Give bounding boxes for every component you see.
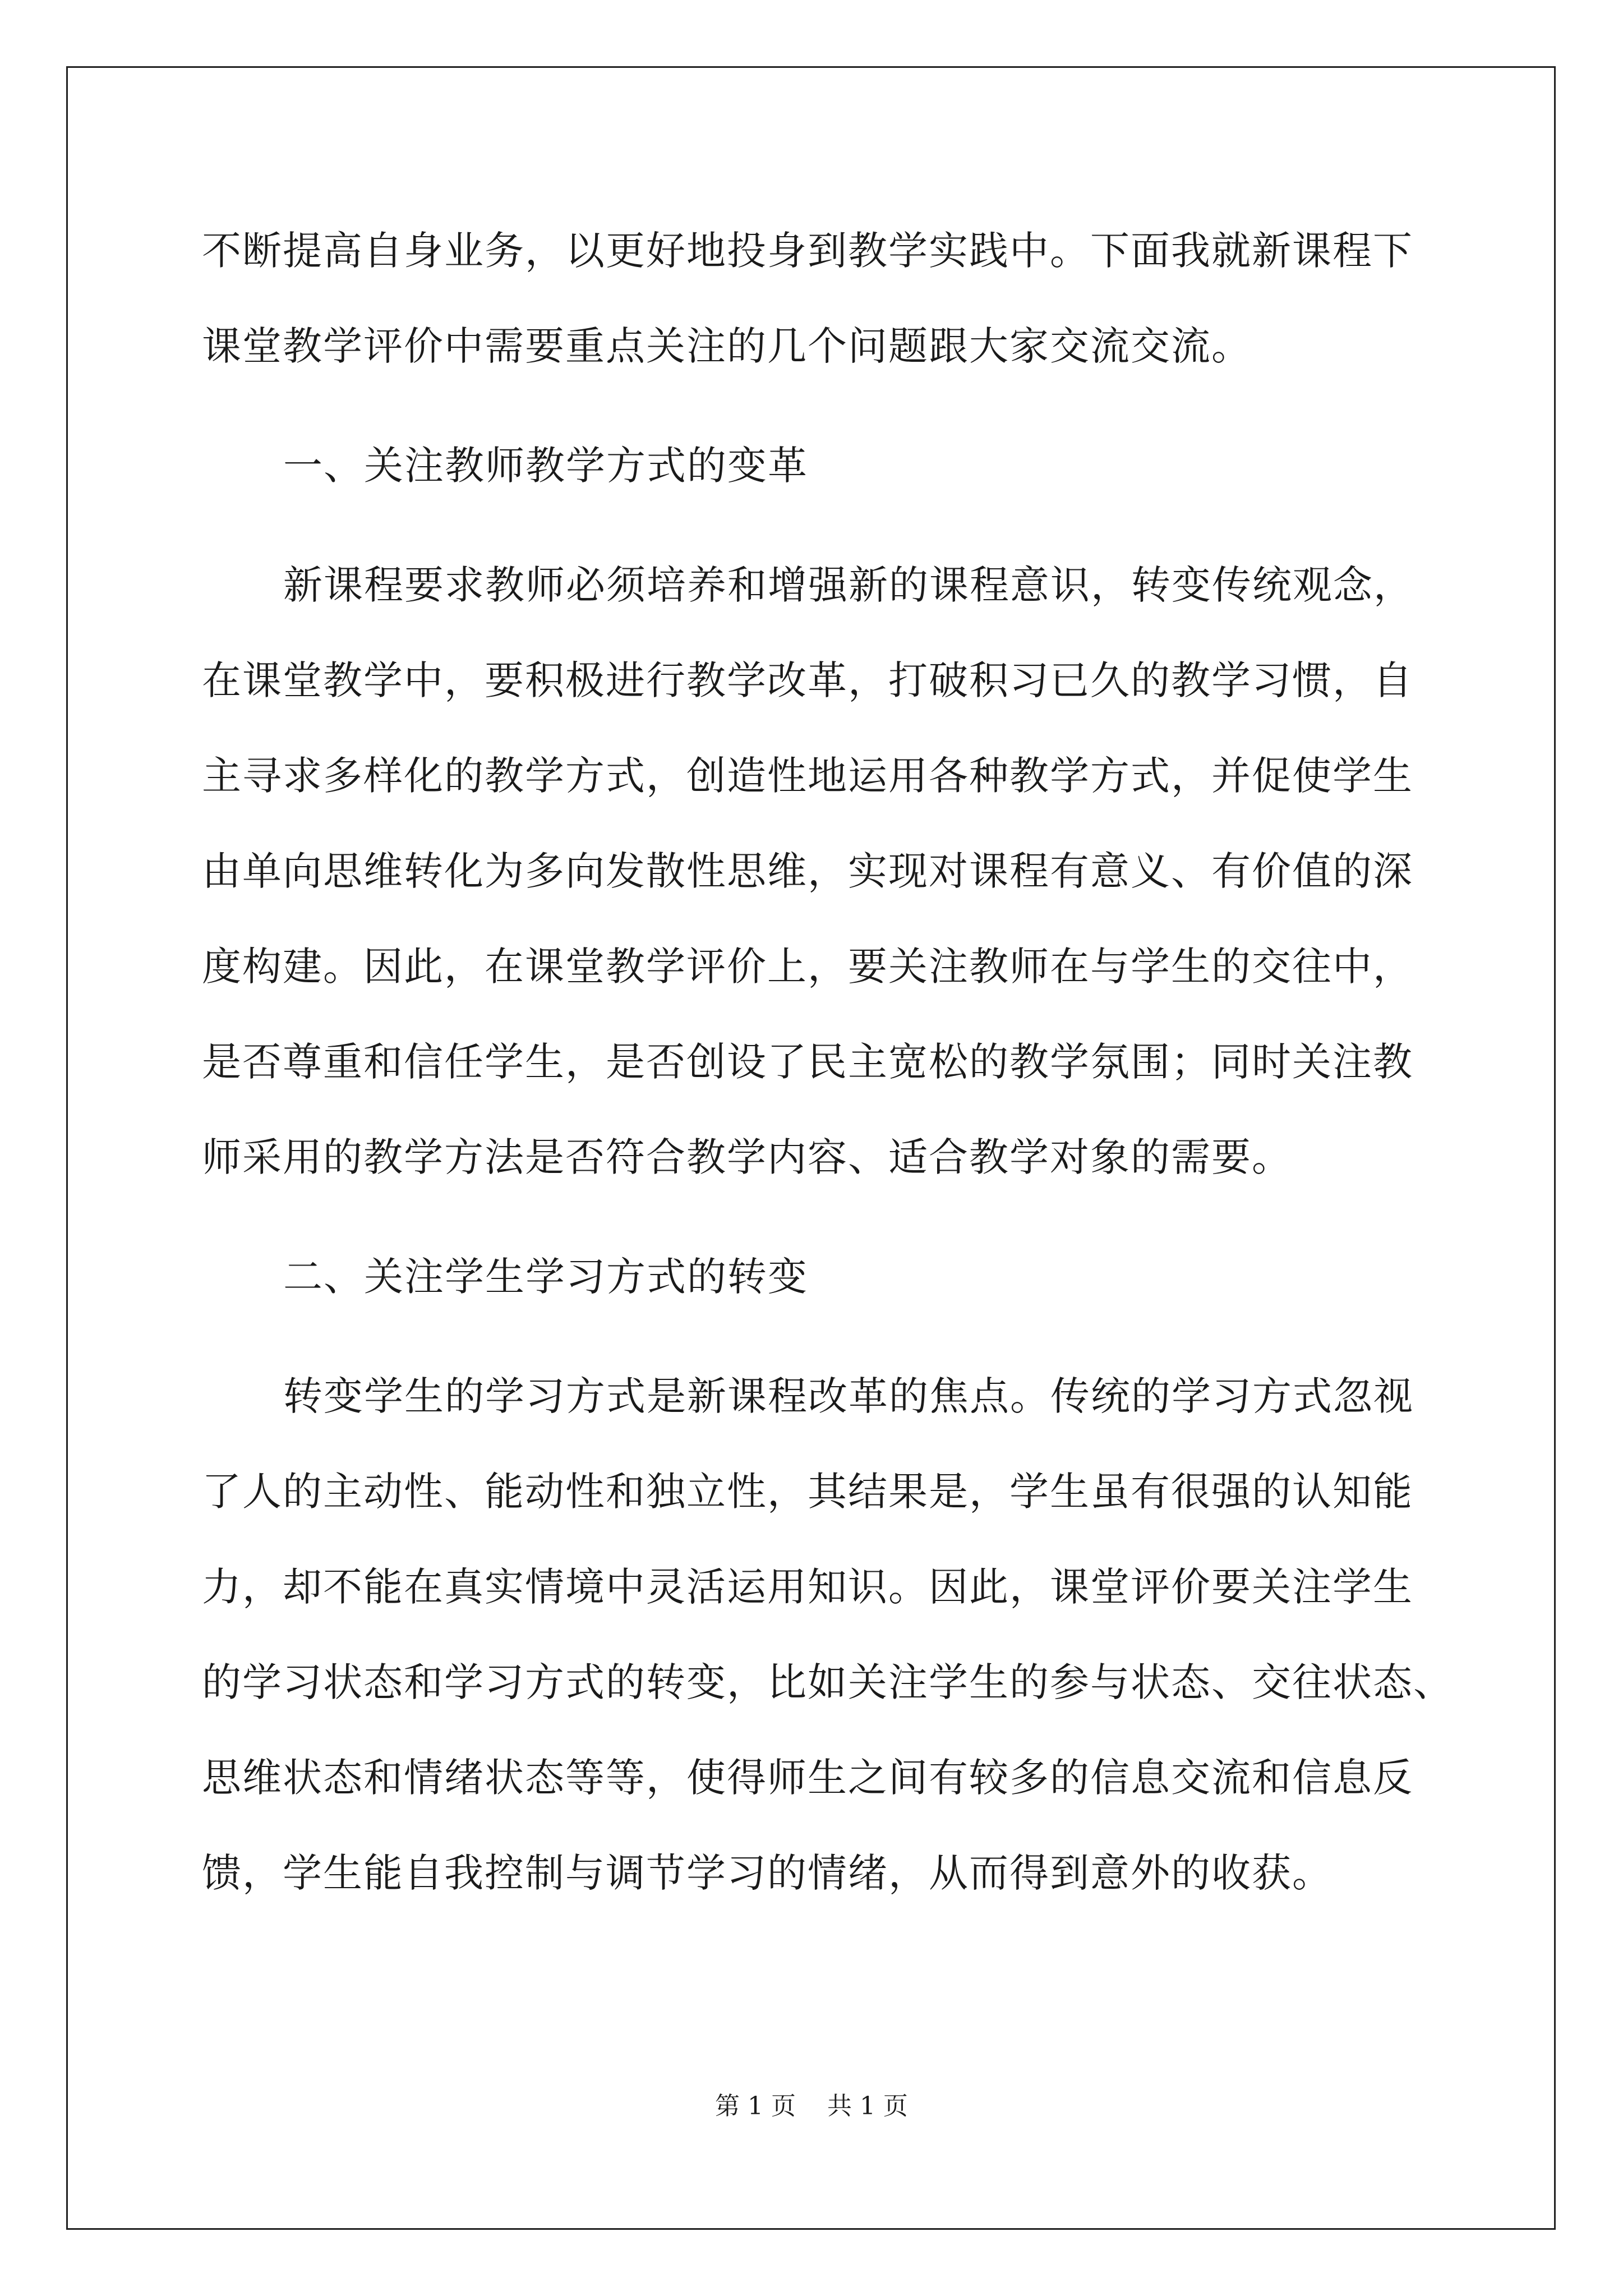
paragraph-line: 力，却不能在真实情境中灵活运用知识。因此，课堂评价要关注学生	[202, 1564, 1413, 1610]
paragraph-line: 思维状态和情绪状态等等，使得师生之间有较多的信息交流和信息反	[202, 1755, 1413, 1801]
paragraph-line: 主寻求多样化的教学方式，创造性地运用各种教学方式，并促使学生	[202, 753, 1413, 799]
paragraph-line: 了人的主动性、能动性和独立性，其结果是，学生虽有很强的认知能	[202, 1469, 1413, 1515]
paragraph-line: 新课程要求教师必须培养和增强新的课程意识，转变传统观念，	[283, 562, 1414, 608]
paragraph-line: 师采用的教学方法是否符合教学内容、适合教学对象的需要。	[202, 1134, 1292, 1180]
paragraph-line: 转变学生的学习方式是新课程改革的焦点。传统的学习方式忽视	[283, 1373, 1414, 1419]
page-footer: 第 1 页 共 1 页	[715, 2092, 908, 2120]
paragraph-line: 不断提高自身业务，以更好地投身到教学实践中。下面我就新课程下	[202, 228, 1413, 274]
section-heading: 二、关注学生学习方式的转变	[283, 1254, 808, 1300]
paragraph-line: 的学习状态和学习方式的转变，比如关注学生的参与状态、交往状态、	[202, 1659, 1454, 1705]
paragraph-line: 度构建。因此，在课堂教学评价上，要关注教师在与学生的交往中，	[202, 944, 1413, 990]
paragraph-line: 由单向思维转化为多向发散性思维，实现对课程有意义、有价值的深	[202, 848, 1413, 894]
paragraph-line: 是否尊重和信任学生，是否创设了民主宽松的教学氛围；同时关注教	[202, 1039, 1413, 1085]
paragraph-line: 在课堂教学中，要积极进行教学改革，打破积习已久的教学习惯，自	[202, 657, 1413, 703]
paragraph-line: 馈，学生能自我控制与调节学习的情绪，从而得到意外的收获。	[202, 1850, 1332, 1896]
paragraph-line: 课堂教学评价中需要重点关注的几个问题跟大家交流交流。	[202, 323, 1252, 369]
section-heading: 一、关注教师教学方式的变革	[283, 443, 808, 489]
